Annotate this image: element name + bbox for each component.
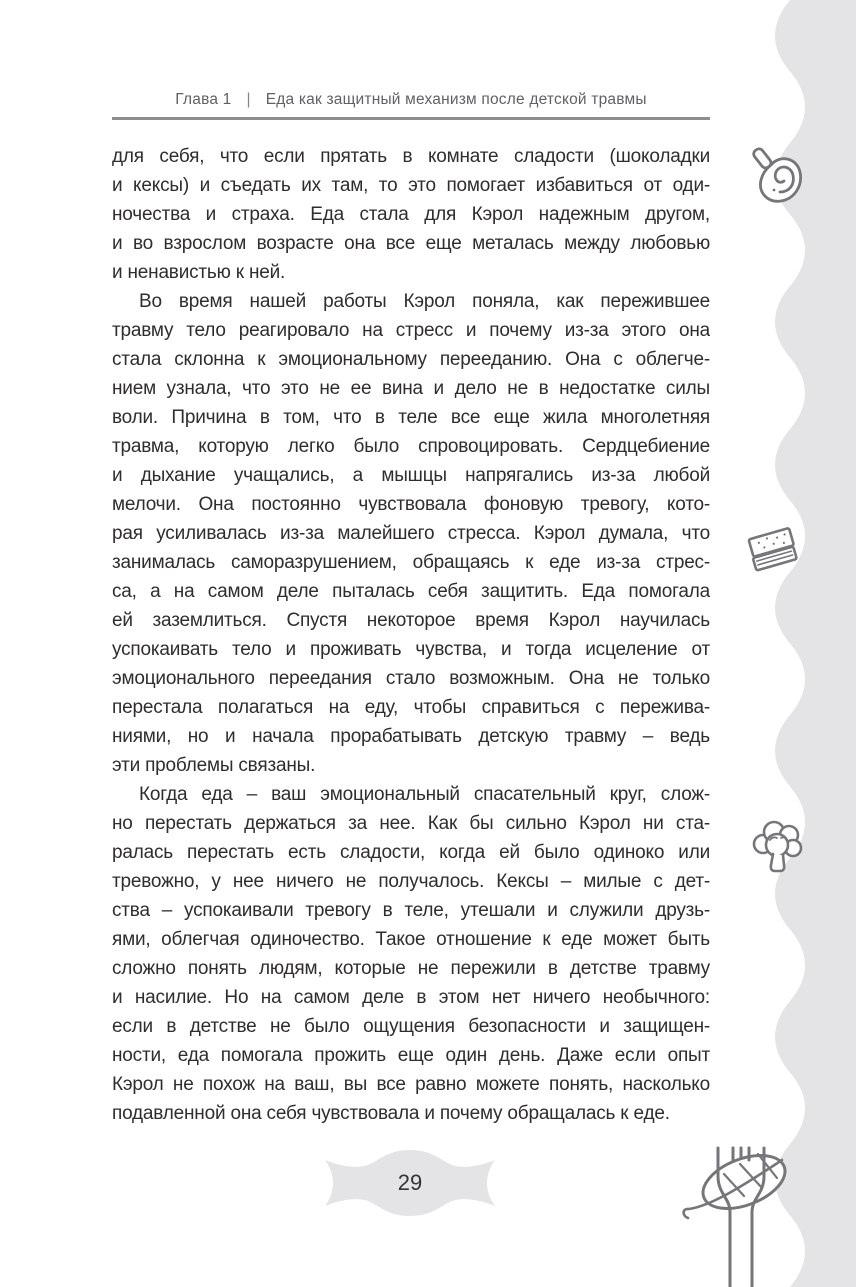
- header-separator: |: [246, 91, 251, 108]
- text-line: ства – успокаивали тревогу в теле, утешали и служили друзь-: [112, 900, 710, 921]
- text-line: ночества и страха. Еда стала для Кэрол надежным другом,: [112, 204, 710, 225]
- text-line: и насилие. Но на самом деле в этом нет ничего необычного:: [112, 987, 710, 1008]
- chapter-label: Глава 1: [175, 91, 232, 108]
- body-text: [112, 142, 710, 1128]
- text-line: и кексы) и съедать их там, то это помогает избавиться от оди-: [112, 175, 710, 196]
- text-line: и ненавистью к ней.: [112, 262, 286, 283]
- text-line: Когда еда – ваш эмоциональный спасательный круг, слож-: [139, 784, 710, 805]
- text-line: ралась перестать есть сладости, когда ей было одиноко или: [112, 842, 710, 863]
- text-line: тревожно, у нее ничего не получалось. Кексы – милые с дет-: [112, 871, 710, 892]
- text-line: ности, еда помогала прожить еще один день. Даже если опыт: [112, 1045, 710, 1066]
- text-line: мелочи. Она постоянно чувствовала фоновую тревогу, кото-: [112, 494, 710, 515]
- cinnamon-roll-icon: [750, 146, 808, 210]
- text-line: рая усиливалась из-за малейшего стресса. Кэрол думала, что: [112, 523, 710, 544]
- text-line: эмоционального переедания стало возможным. Она не только: [112, 668, 710, 689]
- body-paragraph: [112, 287, 710, 780]
- text-line: Во время нашей работы Кэрол поняла, как пережившее: [139, 291, 710, 312]
- page-number: 29: [397, 1170, 423, 1195]
- text-line: подавленной она себя чувствовала и почему обращалась к еде.: [112, 1103, 670, 1124]
- text-line: и во взрослом возрасте она все еще металась между любовью: [112, 233, 710, 254]
- text-line: сложно понять людям, которые не пережили в детстве травму: [112, 958, 710, 979]
- broccoli-icon: [748, 814, 810, 878]
- text-line: но перестать держаться за нее. Как бы сильно Кэрол ни ста-: [112, 813, 710, 834]
- text-line: для себя, что если прятать в комнате сладости (шоколадки: [112, 146, 710, 167]
- text-line: перестала полагаться на еду, чтобы справиться с пережива-: [112, 697, 710, 718]
- text-line: травма, которую легко было спровоцировать. Сердцебиение: [112, 436, 710, 457]
- running-head: [112, 91, 710, 109]
- header-rule: [112, 117, 710, 120]
- text-line: воли. Причина в том, что в теле все еще жила многолетняя: [112, 407, 710, 428]
- text-line: ниями, но и начала прорабатывать детскую травму – ведь: [112, 726, 710, 747]
- text-line: занималась саморазрушением, обращаясь к еде из-за стрес-: [112, 552, 710, 573]
- text-line: эти проблемы связаны.: [112, 755, 316, 776]
- fork-leaf-icon: [680, 1136, 804, 1287]
- text-line: нием узнала, что это не ее вина и дело не в недостатке силы: [112, 378, 710, 399]
- chapter-title: Еда как защитный механизм после детской травмы: [265, 91, 647, 108]
- text-line: и дыхание учащались, а мышцы напрягались из-за любой: [112, 465, 710, 486]
- page-number-plaque: [317, 1147, 503, 1219]
- text-line: Кэрол не похож на ваш, вы все равно можете понять, насколько: [112, 1074, 710, 1095]
- text-line: успокаивать тело и проживать чувства, и тогда исцеление от: [112, 639, 710, 660]
- body-paragraph: [112, 142, 710, 287]
- text-line: ями, облегчая одиночество. Такое отношение к еде может быть: [112, 929, 710, 950]
- crackers-icon: [744, 520, 806, 582]
- text-line: стала склонна к эмоциональному перееданию. Она с облегче-: [112, 349, 710, 370]
- text-line: травму тело реагировало на стресс и почему из-за этого она: [112, 320, 710, 341]
- body-paragraph: [112, 780, 710, 1128]
- text-line: если в детстве не было ощущения безопасности и защищен-: [112, 1016, 710, 1037]
- text-line: са, а на самом деле пыталась себя защитить. Еда помогала: [112, 581, 710, 602]
- text-line: ей заземлиться. Спустя некоторое время Кэрол научилась: [112, 610, 710, 631]
